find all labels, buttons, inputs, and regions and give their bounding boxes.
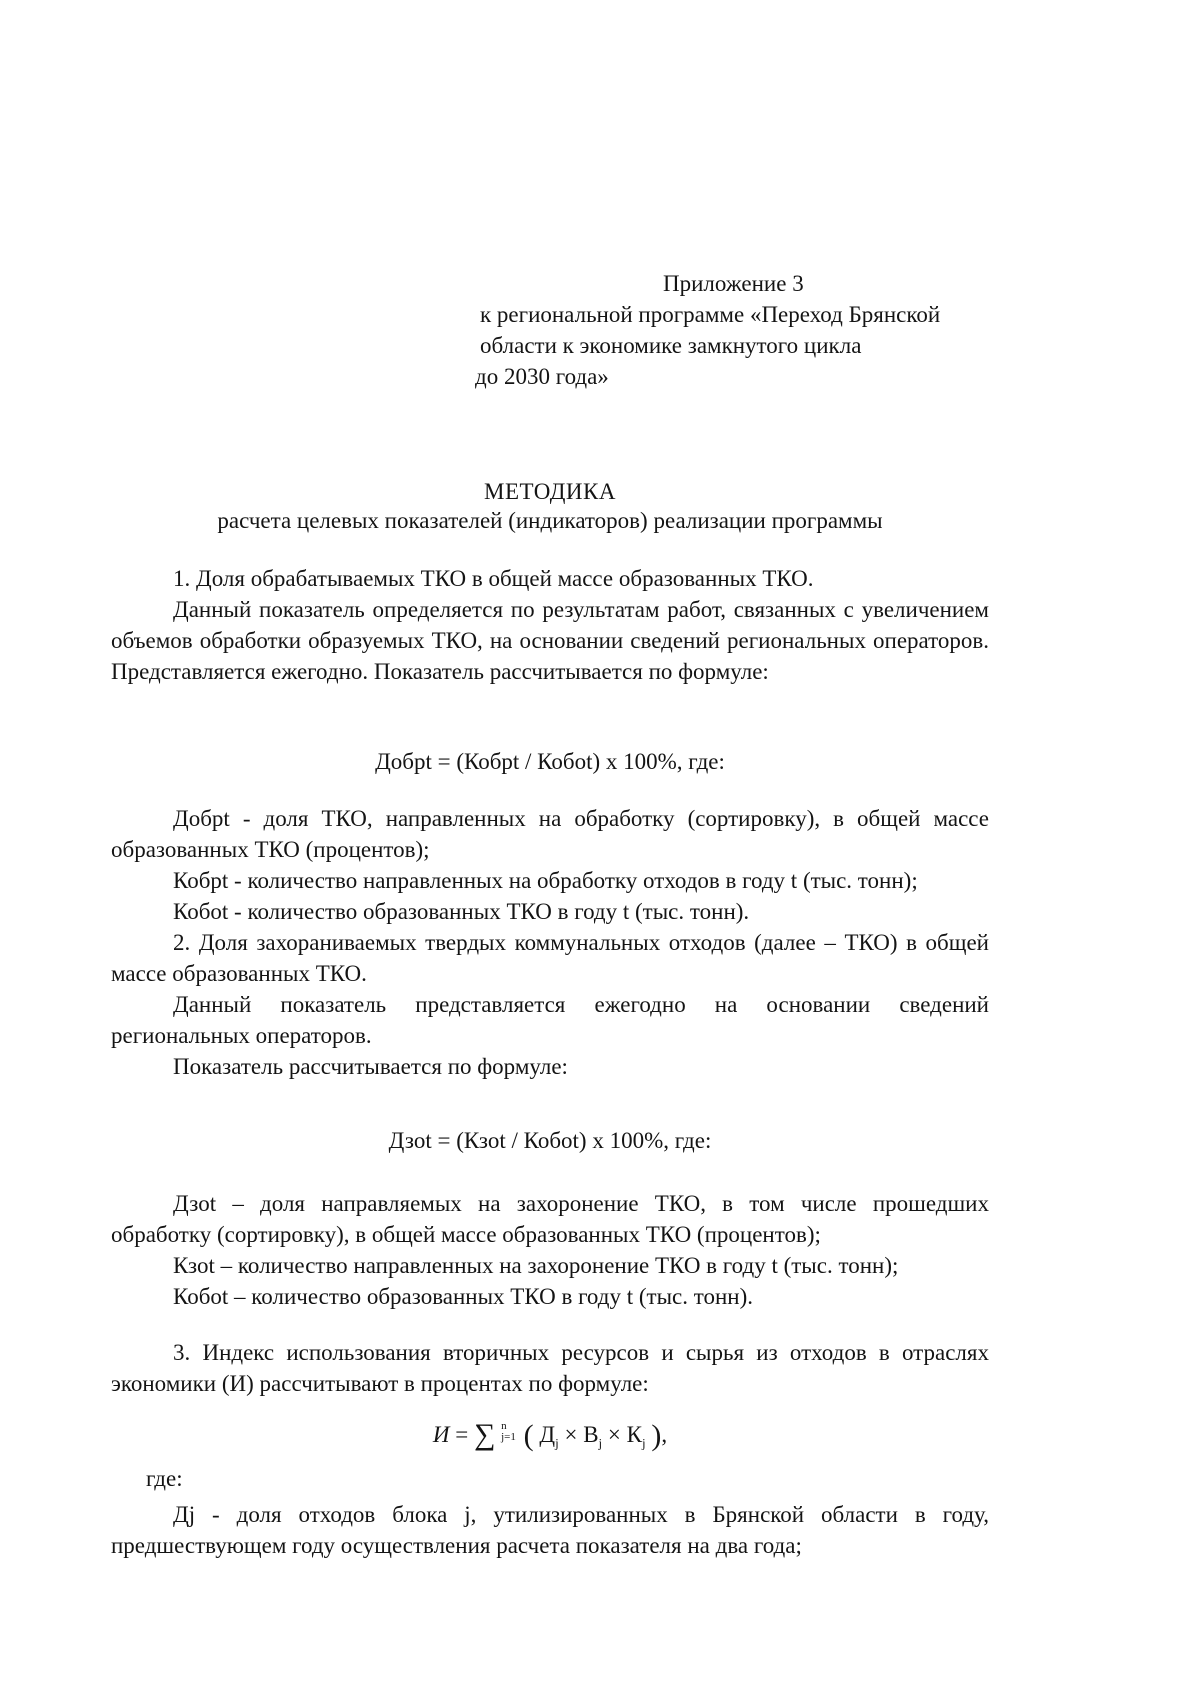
definition-kzo: Кзоt – количество направленных на захоронение ТКО в году t (тыс. тонн); xyxy=(173,1253,899,1278)
appendix-line-1: Приложение 3 xyxy=(663,271,804,296)
formula-dzo: Дзоt = (Кзоt / Кобоt) х 100%, где: xyxy=(388,1128,712,1153)
formula-dobr: Добрt = (Кобрt / Кобоt) х 100%, где: xyxy=(375,749,725,774)
formula-open-paren: ( xyxy=(523,1419,534,1452)
section-3-body xyxy=(111,1337,989,1399)
formula-d: Д xyxy=(539,1422,556,1447)
section-1-body xyxy=(111,563,989,687)
where-label: где: xyxy=(146,1466,183,1491)
sum-symbol: ∑ xyxy=(473,1418,496,1451)
appendix-header xyxy=(475,268,1035,392)
formula-comma: , xyxy=(661,1422,668,1447)
definition-kobo: Кобоt - количество образованных ТКО в году t (тыс. тонн). xyxy=(173,899,750,924)
section-2-definitions xyxy=(111,1188,989,1312)
definition-dobr: Добрt - доля ТКО, направленных на обработку (сортировку), в общей массе образованных ТКО (процентов); xyxy=(111,806,989,862)
definition-kobr: Кобрt - количество направленных на обработку отходов в году t (тыс. тонн); xyxy=(173,868,918,893)
appendix-line-3: области к экономике замкнутого цикла xyxy=(480,333,862,358)
sum-lower-limit: j=1 xyxy=(501,1431,516,1443)
section-2-formula-intro: Показатель рассчитывается по формуле: xyxy=(173,1054,568,1079)
sum-upper-limit: n xyxy=(501,1420,507,1432)
formula-b: В xyxy=(583,1422,599,1447)
formula-equals: = xyxy=(455,1422,469,1447)
section-1-text: Данный показатель определяется по результатам работ, связанных с увеличением объемов обработки образуемых ТКО, на основании сведений региональных операторов. Представляется ежегодно. Показатель рассчитывается по формуле: xyxy=(111,597,989,684)
formula-times-1: × xyxy=(564,1422,578,1447)
document-title: МЕТОДИКА xyxy=(484,479,616,504)
formula-k: К xyxy=(626,1422,642,1447)
formula-close-paren: ) xyxy=(651,1419,662,1452)
section-1-heading: 1. Доля обрабатываемых ТКО в общей массе образованных ТКО. xyxy=(173,566,814,591)
appendix-line-4: до 2030 года» xyxy=(475,364,609,389)
definition-dj: Дj - доля отходов блока j, утилизированных в Брянской области в году, предшествующем году осуществления расчета показателя на два года; xyxy=(111,1502,989,1558)
section-3-text: 3. Индекс использования вторичных ресурсов и сырья из отходов в отраслях экономики (И) рассчитывают в процентах по формуле: xyxy=(111,1340,989,1396)
appendix-line-2: к региональной программе «Переход Брянской xyxy=(480,302,941,327)
formula-sub-j: j xyxy=(642,1435,646,1451)
definition-kobo-2: Кобоt – количество образованных ТКО в году t (тыс. тонн). xyxy=(173,1284,754,1309)
sum-limits xyxy=(501,1421,516,1443)
section-2-text: Данный показатель представляется ежегодно на основании сведений региональных операторов. xyxy=(111,992,989,1048)
formula-index xyxy=(110,1418,990,1453)
section-1-definitions xyxy=(111,803,989,1082)
document-subtitle: расчета целевых показателей (индикаторов) реализации программы xyxy=(217,508,883,533)
formula-sub-j: j xyxy=(555,1435,559,1451)
section-3-definitions xyxy=(111,1499,989,1561)
section-2-heading: 2. Доля захораниваемых твердых коммунальных отходов (далее – ТКО) в общей массе образованных ТКО. xyxy=(111,930,989,986)
definition-dzo: Дзоt – доля направляемых на захоронение ТКО, в том числе прошедших обработку (сортировку), в общей массе образованных ТКО (процентов); xyxy=(111,1191,989,1247)
formula-lhs: И xyxy=(432,1422,450,1447)
formula-times-2: × xyxy=(607,1422,621,1447)
formula-sub-j: j xyxy=(598,1435,603,1451)
